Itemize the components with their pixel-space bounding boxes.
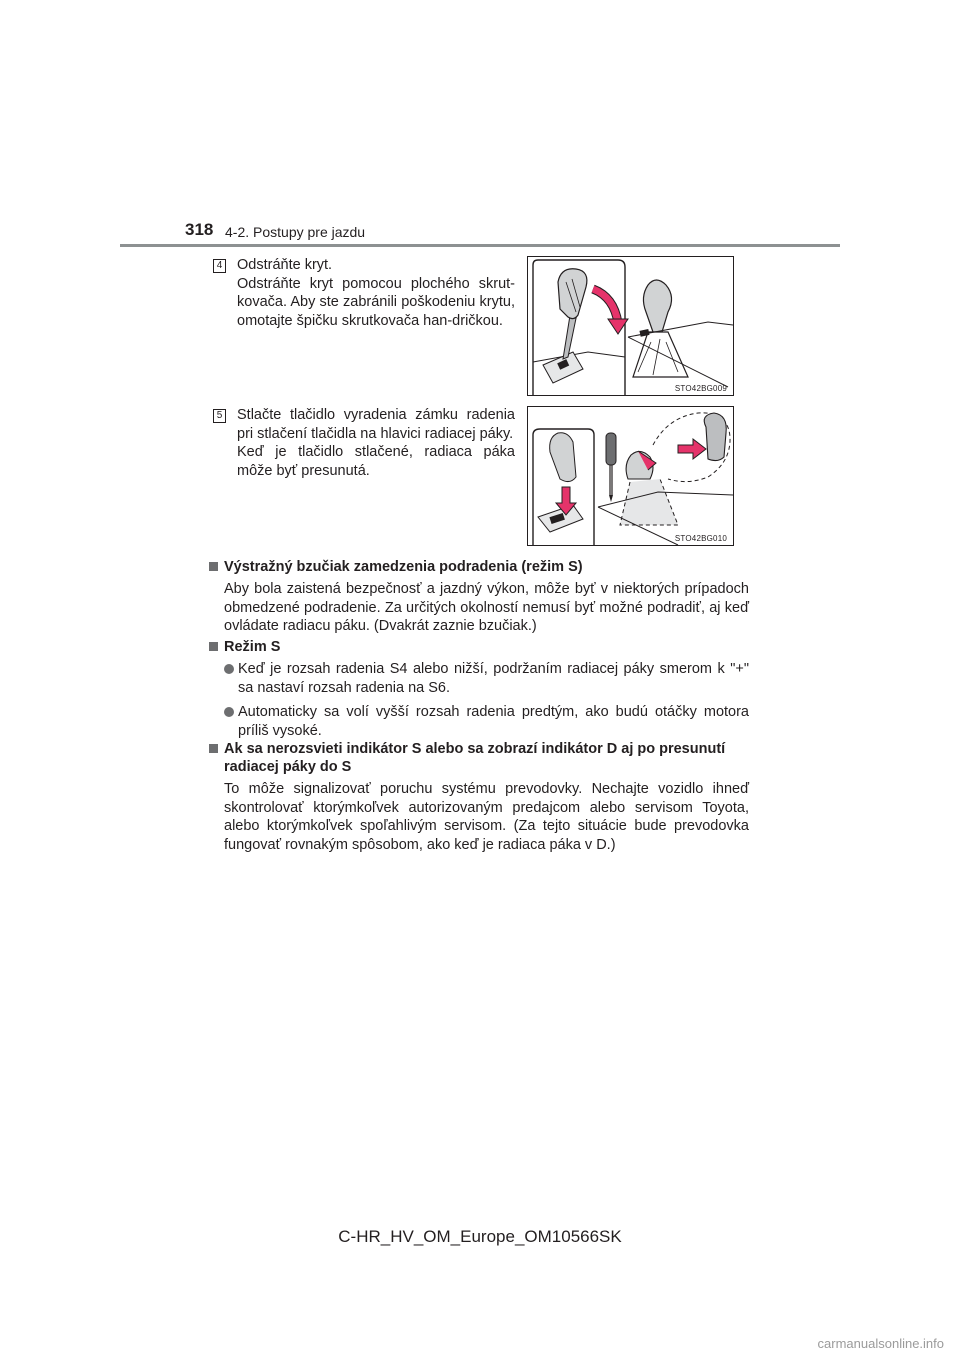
section-title: 4-2. Postupy pre jazdu	[225, 224, 366, 240]
remove-cover-illustration	[528, 257, 733, 395]
figure-code: STO42BG009	[674, 384, 727, 393]
step-number: 4	[213, 259, 226, 273]
list-item-text: Keď je rozsah radenia S4 alebo nižší, podržaním radiacej páky smerom k "+" sa nastaví rozsah radenia na S6.	[238, 661, 749, 696]
step-number: 5	[213, 409, 226, 423]
note-heading	[209, 740, 749, 776]
note-indicator	[209, 740, 749, 854]
figure-remove-cover	[527, 256, 734, 396]
figure-code: STO42BG010	[674, 534, 727, 543]
list-item-text: Automaticky sa volí vyšší rozsah radenia predtým, ako budú otáčky motora príliš vysoké.	[238, 704, 749, 739]
step-text	[237, 406, 515, 480]
note-mode-s	[209, 638, 749, 740]
heading-text: Ak sa nerozsvieti indikátor S alebo sa zobrazí indikátor D aj po presunutí radiacej páky do S	[224, 741, 726, 775]
page-number: 318	[185, 220, 214, 239]
square-bullet-icon	[209, 642, 218, 651]
note-body: To môže signalizovať poruchu systému prevodovky. Nechajte vozidlo ihneď skontrolovať ktorýmkoľvek autorizovaným predajcom alebo servisom Toyota, alebo ktorýmkoľvek spoľahlivým servisom. (Za tejto situácie bude prevodovka fungovať rovnakým spôsobom, ako keď je radiaca páka v D.)	[224, 781, 749, 853]
note-body: Aby bola zaistená bezpečnosť a jazdný výkon, môže byť v niektorých prípadoch obmedzené podradenie. Za určitých okolností nemusí byť možné podradiť, aj keď ovládate radiacu páku. (Dvakrát zaznie bzučiak.)	[224, 581, 749, 634]
step-5	[213, 406, 733, 548]
watermark: carmanualsonline.info	[817, 1336, 944, 1351]
figure-shift-lock-release	[527, 406, 734, 546]
step-text	[237, 256, 515, 330]
list-item	[209, 660, 749, 697]
step-line: Odstráňte kryt.	[237, 257, 333, 273]
note-heading	[209, 638, 749, 656]
step-line: Odstráňte kryt pomocou plochého skrut-kovača. Aby ste zabránili poškodeniu krytu, omotajte špičku skrutkovača han-dričkou.	[237, 275, 515, 329]
round-bullet-icon	[224, 664, 234, 674]
header-rule	[120, 244, 840, 247]
step-line: Stlačte tlačidlo vyradenia zámku radenia pri stlačení tlačidla na hlavici radiacej páky.	[237, 407, 515, 442]
step-line: Keď je tlačidlo stlačené, radiaca páka môže byť presunutá.	[237, 444, 515, 479]
heading-text: Výstražný bzučiak zamedzenia podradenia (režim S)	[224, 559, 583, 575]
note-heading	[209, 558, 749, 576]
step-4	[213, 256, 733, 396]
round-bullet-icon	[224, 707, 234, 717]
square-bullet-icon	[209, 562, 218, 571]
square-bullet-icon	[209, 744, 218, 753]
list-item	[209, 703, 749, 740]
shift-lock-release-illustration	[528, 407, 733, 545]
document-id: C-HR_HV_OM_Europe_OM10566SK	[338, 1227, 622, 1246]
note-warning-buzzer	[209, 558, 749, 636]
heading-text: Režim S	[224, 639, 281, 655]
